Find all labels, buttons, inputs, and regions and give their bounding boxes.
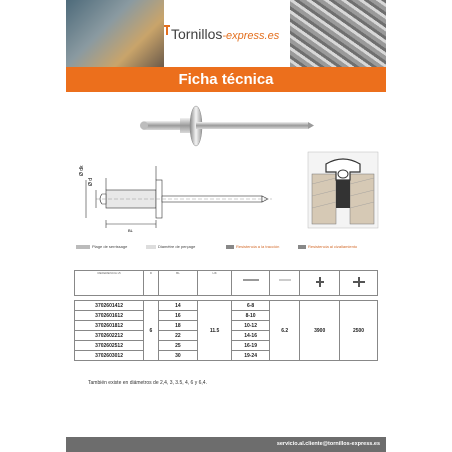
cell-range: 16-19 bbox=[232, 341, 270, 351]
rivet-technical-drawing bbox=[76, 158, 276, 238]
tension-icon bbox=[315, 277, 325, 287]
legend-item bbox=[298, 244, 357, 249]
grip-range-icon bbox=[243, 277, 259, 283]
cell-reference: 3702602212 bbox=[75, 331, 144, 341]
logo-suffix-text: -express.es bbox=[222, 30, 280, 42]
label-d: Ø d bbox=[88, 177, 94, 186]
cell-range: 10-12 bbox=[232, 321, 270, 331]
legend-label: Diamètre de perçage bbox=[158, 244, 196, 249]
spec-table bbox=[74, 270, 378, 361]
cell-bl: 25 bbox=[158, 341, 198, 351]
rivet-cross-section bbox=[306, 150, 381, 230]
cell-bl: 14 bbox=[158, 301, 198, 311]
cell-bl: 30 bbox=[158, 351, 198, 361]
cell-bl: 16 bbox=[158, 311, 198, 321]
grip-range-icon bbox=[76, 245, 90, 249]
cell-reference: 3702601412 bbox=[75, 301, 144, 311]
col-hk: HK bbox=[198, 271, 232, 296]
cell-tension: 3900 bbox=[300, 301, 340, 361]
cell-range: 6-8 bbox=[232, 301, 270, 311]
tension-icon bbox=[226, 245, 234, 249]
cell-range: 14-16 bbox=[232, 331, 270, 341]
col-grip-range bbox=[232, 271, 270, 296]
cell-d: 6 bbox=[144, 301, 159, 361]
rivet-photo bbox=[136, 104, 316, 154]
header-photo-screws bbox=[290, 0, 386, 67]
footer bbox=[66, 437, 386, 452]
col-d: D bbox=[144, 271, 159, 296]
cell-reference: 3702601612 bbox=[75, 311, 144, 321]
cell-bl: 22 bbox=[158, 331, 198, 341]
cell-reference: 3702601812 bbox=[75, 321, 144, 331]
legend-item bbox=[226, 244, 279, 249]
legend-label: Resistencia al cizallamiento bbox=[308, 244, 358, 249]
label-dk: Ø dk bbox=[79, 165, 85, 176]
shear-icon bbox=[298, 245, 306, 249]
drill-diameter-icon bbox=[279, 277, 291, 283]
page-title: Ficha técnica bbox=[178, 71, 274, 88]
table-row bbox=[75, 301, 378, 311]
legend bbox=[76, 242, 376, 254]
footer-email-link[interactable]: servicio.al.cliente@tornillos-express.es bbox=[276, 441, 380, 447]
title-bar bbox=[66, 67, 386, 92]
cell-range: 19-24 bbox=[232, 351, 270, 361]
header-photo-tools bbox=[66, 0, 164, 67]
cell-bl: 18 bbox=[158, 321, 198, 331]
availability-note: También existe en diámetros de 2,4, 3, 3.5, 4, 6 y 6,4. bbox=[88, 380, 207, 386]
logo-main-text: Tornillos bbox=[171, 26, 223, 42]
cell-hk: 11.5 bbox=[198, 301, 232, 361]
cell-range: 8-10 bbox=[232, 311, 270, 321]
col-shear bbox=[340, 271, 378, 296]
datasheet-page bbox=[66, 0, 386, 452]
legend-item bbox=[146, 244, 195, 249]
label-bl: BL bbox=[128, 228, 133, 233]
cell-shear: 2500 bbox=[340, 301, 378, 361]
col-reference: REFERENCIA x5 bbox=[75, 271, 144, 296]
cell-reference: 3702602512 bbox=[75, 341, 144, 351]
col-tension bbox=[300, 271, 340, 296]
col-bl: BL bbox=[158, 271, 198, 296]
cell-drill: 6.2 bbox=[270, 301, 300, 361]
header bbox=[66, 0, 386, 67]
drill-diameter-icon bbox=[146, 245, 156, 249]
cell-reference: 3702603012 bbox=[75, 351, 144, 361]
brand-logo bbox=[171, 26, 279, 42]
legend-label: Plage de serrissage bbox=[92, 244, 128, 249]
legend-label: Resistencia a la tracción bbox=[236, 244, 280, 249]
table-header-row bbox=[75, 271, 378, 296]
shear-icon bbox=[353, 277, 365, 287]
col-drill bbox=[270, 271, 300, 296]
legend-item bbox=[76, 244, 127, 249]
